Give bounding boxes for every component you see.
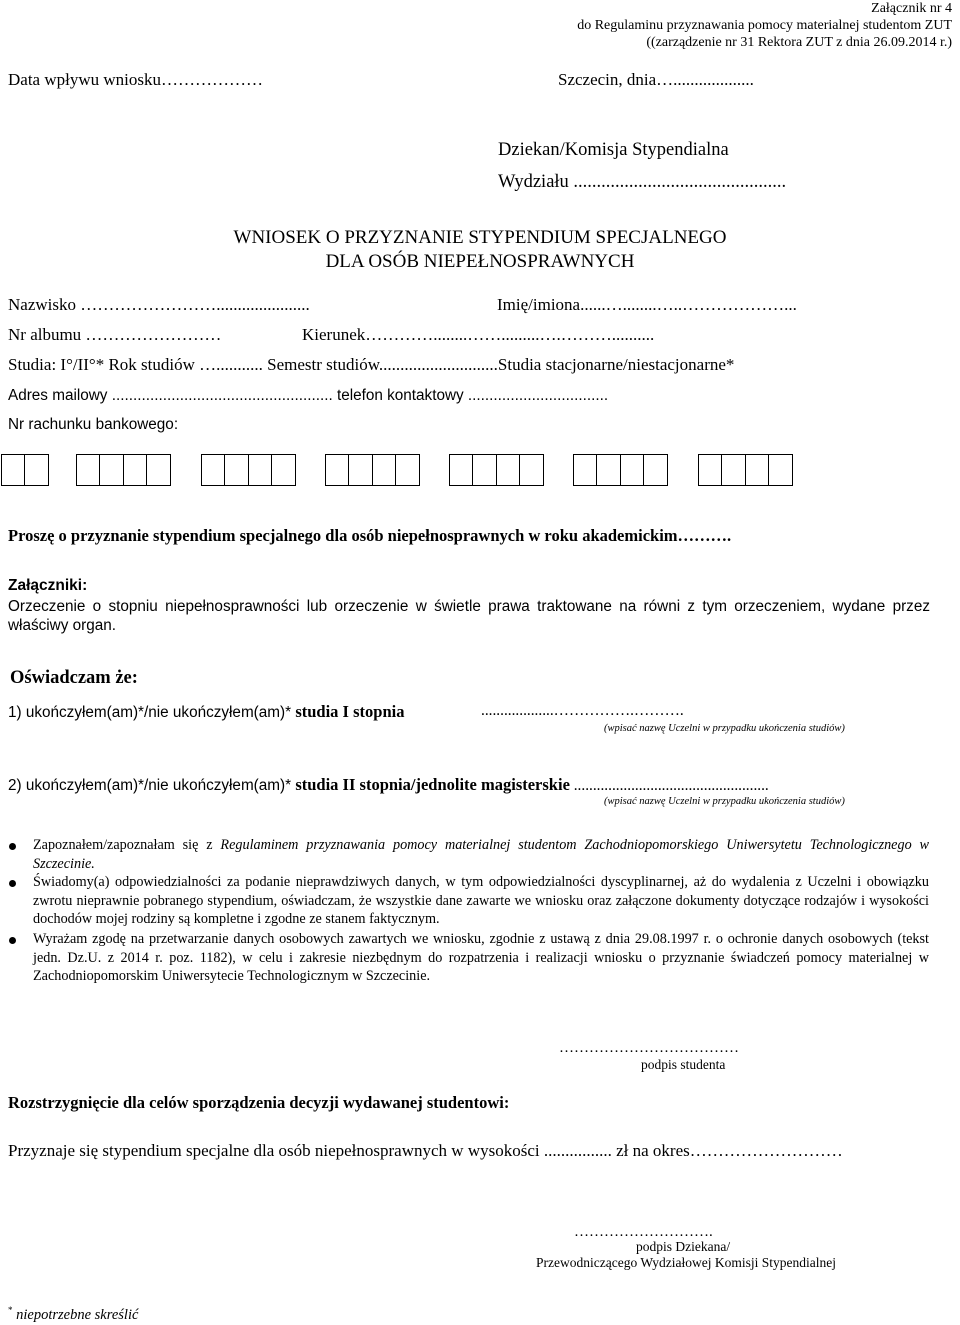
declaration-item-2-prefix: 2) ukończyłem(am)*/nie ukończyłem(am)*: [8, 777, 296, 794]
university-field-1[interactable]: ...................…………….……….: [481, 702, 684, 719]
digit-box[interactable]: [1, 454, 26, 486]
digit-box[interactable]: [496, 454, 521, 486]
declaration-item-1[interactable]: [8, 702, 404, 722]
digit-box[interactable]: [123, 454, 148, 486]
bullet-responsibility: Świadomy(a) odpowiedzialności za podanie nieprawdziwych danych, w tym odpowiedzialności dyscyplinarnej, aż do wydalenia z Uczelni i obowiązku zwrotu nieprawnie pobranego stypendium, oświadczam, że wszystkie dane zawarte we wniosku oraz załączone dokumenty dotyczące rodzajów i wysokości dochodów mojej rodziny są kompletne i zgodne ze stanem faktycznym.: [33, 874, 929, 927]
regulation-reference: do Regulaminu przyznawania pomocy materialnej studentom ZUT: [577, 18, 952, 33]
university-hint-1: (wpisać nazwę Uczelni w przypadku ukończenia studiów): [604, 723, 845, 734]
faculty-field[interactable]: Wydziału ..............................................: [498, 172, 787, 192]
digit-box[interactable]: [721, 454, 746, 486]
digit-box[interactable]: [745, 454, 770, 486]
surname-field[interactable]: Nazwisko ……………………......................: [8, 295, 310, 314]
bank-account-group-1[interactable]: [2, 454, 49, 486]
declaration-item-2-degree: studia II stopnia/jednolite magisterskie: [295, 775, 570, 794]
bullet-icon: [9, 937, 16, 944]
digit-box[interactable]: [76, 454, 101, 486]
place-date-field[interactable]: Szczecin, dnia…...................: [558, 70, 754, 89]
bank-account-group-4[interactable]: [326, 454, 420, 486]
digit-box[interactable]: [573, 454, 598, 486]
document-header: [577, 0, 952, 51]
request-text: Proszę o przyznanie stypendium specjalnego dla osób niepełnosprawnych w roku akademickim……….: [8, 526, 732, 545]
dean-signature-label: podpis Dziekana/: [636, 1239, 731, 1254]
dean-signature-title: Przewodniczącego Wydziałowej Komisji Stypendialnej: [536, 1255, 836, 1270]
digit-box[interactable]: [596, 454, 621, 486]
bank-account-group-7[interactable]: [699, 454, 793, 486]
digit-box[interactable]: [620, 454, 645, 486]
digit-box[interactable]: [325, 454, 350, 486]
form-title-line1: WNIOSEK O PRZYZNANIE STYPENDIUM SPECJALNEGO: [233, 227, 727, 248]
bullet-icon: [9, 843, 16, 850]
bullet-regulations: [33, 836, 929, 873]
digit-box[interactable]: [395, 454, 420, 486]
dean-signature-line[interactable]: ……………………….: [574, 1224, 713, 1240]
digit-box[interactable]: [372, 454, 397, 486]
declaration-heading: Oświadczam że:: [10, 668, 138, 688]
digit-box[interactable]: [643, 454, 668, 486]
student-signature-label: podpis studenta: [641, 1057, 726, 1072]
study-level-field[interactable]: Studia: I°/II°* Rok studiów …........... Semestr studiów............................Studia stacjonarne/niestacjonarne*: [8, 355, 735, 374]
university-field-2[interactable]: ...................................................: [569, 777, 769, 794]
digit-box[interactable]: [698, 454, 723, 486]
major-field[interactable]: Kierunek…………........…….........….………..........: [302, 325, 655, 344]
digit-box[interactable]: [224, 454, 249, 486]
digit-box[interactable]: [449, 454, 474, 486]
digit-box[interactable]: [248, 454, 273, 486]
bullet-regulations-title: Regulaminem przyznawania pomocy materialnej studentom Zachodniopomorskiego Uniwersytetu Technologicznego w Szczecinie.: [33, 837, 929, 872]
footnote-mark: *: [8, 1305, 13, 1315]
bank-account-group-3[interactable]: [202, 454, 296, 486]
student-signature-line[interactable]: ………………………………: [559, 1040, 739, 1056]
declaration-item-2[interactable]: [8, 775, 769, 795]
email-phone-field[interactable]: Adres mailowy .................................................... telefon kontaktowy .................................: [8, 387, 609, 404]
digit-box[interactable]: [519, 454, 544, 486]
digit-box[interactable]: [271, 454, 296, 486]
bullet-regulations-prefix: Zapoznałem/zapoznałam się z: [33, 837, 221, 853]
form-title: [0, 226, 960, 274]
form-title-line2: DLA OSÓB NIEPEŁNOSPRAWNYCH: [325, 251, 635, 272]
bank-account-group-5[interactable]: [450, 454, 544, 486]
bank-account-group-6[interactable]: [574, 454, 668, 486]
decision-amount-field[interactable]: Przyznaje się stypendium specjalne dla osób niepełnosprawnych w wysokości ................ zł na okres………………………: [8, 1141, 843, 1160]
attachments-text: Orzeczenie o stopniu niepełnosprawności lub orzeczenie w świetle prawa traktowane na równi z tym orzeczeniem, wydane przez właściwy organ.: [8, 598, 930, 634]
digit-box[interactable]: [99, 454, 124, 486]
declaration-item-1-degree: studia I stopnia: [295, 702, 405, 721]
attachments-heading: Załączniki:: [8, 577, 88, 594]
ordinance-reference: ((zarządzenie nr 31 Rektora ZUT z dnia 26.09.2014 r.): [646, 35, 952, 50]
digit-box[interactable]: [472, 454, 497, 486]
receipt-date-field[interactable]: Data wpływu wniosku………………: [8, 70, 263, 89]
bullet-icon: [9, 880, 16, 887]
digit-box[interactable]: [348, 454, 373, 486]
declaration-item-1-prefix: 1) ukończyłem(am)*/nie ukończyłem(am)*: [8, 704, 296, 721]
digit-box[interactable]: [146, 454, 171, 486]
attachment-number: Załącznik nr 4: [871, 1, 952, 16]
digit-box[interactable]: [24, 454, 49, 486]
album-number-field[interactable]: Nr albumu ……………………: [8, 325, 222, 344]
footnote-text: niepotrzebne skreślić: [12, 1306, 139, 1323]
bank-account-group-2[interactable]: [77, 454, 171, 486]
recipient-line: Dziekan/Komisja Stypendialna: [498, 140, 729, 160]
bank-account-label: Nr rachunku bankowego:: [8, 416, 179, 433]
footnote: [8, 1305, 138, 1324]
bullet-data-consent: Wyrażam zgodę na przetwarzanie danych osobowych zawartych we wniosku, zgodnie z ustawą z dnia 29.08.1997 r. o ochronie danych osobowych (tekst jedn. Dz.U. z 2014 r. poz. 1182), w celu i zakresie niezbędnym do rozpatrzenia i realizacji wniosku o przyznanie świadczeń pomocy materialnej w Zachodniopomorskim Uniwersytecie Technologicznym w Szczecinie.: [33, 931, 929, 984]
decision-heading: Rozstrzygnięcie dla celów sporządzenia decyzji wydawanej studentowi:: [8, 1093, 510, 1112]
digit-box[interactable]: [768, 454, 793, 486]
university-hint-2: (wpisać nazwę Uczelni w przypadku ukończenia studiów): [604, 796, 845, 807]
digit-box[interactable]: [201, 454, 226, 486]
first-name-field[interactable]: Imię/imiona......…........…..………………...: [497, 295, 797, 314]
